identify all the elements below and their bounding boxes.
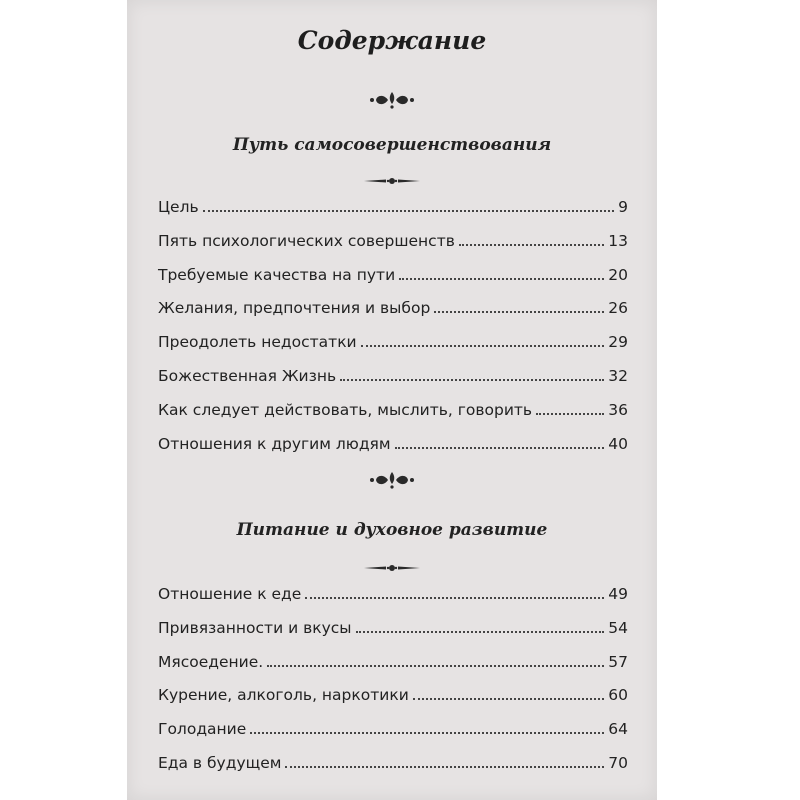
book-page: [127, 0, 657, 800]
toc-entry[interactable]: [158, 619, 628, 653]
toc-entry[interactable]: [158, 266, 628, 300]
dot-leader: [305, 587, 604, 599]
toc-entry-page: 26: [608, 299, 628, 318]
toc-entry-page: 40: [608, 434, 628, 453]
dot-leader: [203, 200, 615, 212]
toc-entry-page: 60: [608, 686, 628, 705]
toc-entry[interactable]: [158, 367, 628, 401]
dot-leader: [434, 301, 604, 313]
toc-entry[interactable]: [158, 754, 628, 788]
section-title-nutrition: Питание и духовное развитие: [236, 520, 548, 540]
toc-entry-page: 57: [608, 652, 628, 671]
toc-entry-label: Как следует действовать, мыслить, говорить: [158, 400, 533, 419]
toc-entry-page: 29: [608, 333, 628, 352]
toc-entry-page: 9: [618, 198, 628, 216]
section-title-self-improvement: Путь самосовершенствования: [232, 135, 552, 155]
dot-leader: [356, 621, 605, 633]
divider-ornament: [127, 171, 657, 190]
toc-entry-label: Еда в будущем: [158, 753, 282, 772]
toc-entry[interactable]: [158, 232, 628, 266]
toc-entry[interactable]: [158, 198, 628, 232]
dot-leader: [285, 756, 604, 768]
divider-ornament: [127, 558, 657, 577]
dot-leader: [361, 335, 605, 347]
dot-leader: [267, 655, 604, 667]
toc-entry[interactable]: [158, 435, 628, 469]
toc-entry-label: Отношение к еде: [158, 585, 302, 603]
fleuron-ornament: [127, 90, 657, 114]
toc-entry-label: Привязанности и вкусы: [158, 618, 352, 637]
toc-entry-page: 64: [608, 720, 628, 739]
page-title: Содержание: [297, 26, 487, 55]
toc-entry[interactable]: [158, 653, 628, 687]
toc-entry-label: Отношения к другим людям: [158, 434, 391, 453]
toc-entry[interactable]: [158, 686, 628, 720]
fleuron-ornament: [127, 470, 657, 494]
toc-list-section-1: [158, 198, 628, 468]
toc-entry-label: Голодание: [158, 720, 247, 739]
dot-leader: [536, 403, 604, 415]
toc-entry[interactable]: [158, 585, 628, 619]
toc-entry[interactable]: [158, 299, 628, 333]
toc-entry[interactable]: [158, 333, 628, 367]
dot-leader: [459, 234, 604, 246]
dot-leader: [340, 369, 604, 381]
toc-entry-label: Мясоедение.: [158, 652, 264, 671]
dot-leader: [395, 437, 605, 449]
toc-entry-label: Курение, алкоголь, наркотики: [158, 686, 409, 705]
toc-entry-label: Пять психологических совершенств: [158, 231, 455, 250]
dot-leader: [250, 722, 604, 734]
dot-leader: [413, 688, 604, 700]
toc-entry-label: Требуемые качества на пути: [158, 265, 396, 284]
toc-entry-page: 13: [608, 231, 628, 250]
toc-entry-page: 36: [608, 400, 628, 419]
toc-entry[interactable]: [158, 720, 628, 754]
toc-entry-page: 32: [608, 366, 628, 385]
dot-leader: [399, 268, 604, 280]
toc-entry-label: Цель: [158, 198, 199, 216]
toc-entry-label: Преодолеть недостатки: [158, 333, 357, 352]
toc-entry-page: 49: [608, 585, 628, 603]
toc-entry-label: Желания, предпочтения и выбор: [158, 299, 431, 318]
toc-entry[interactable]: [158, 401, 628, 435]
toc-entry-page: 70: [608, 753, 628, 772]
toc-entry-page: 20: [608, 265, 628, 284]
toc-entry-page: 54: [608, 618, 628, 637]
toc-list-section-2: [158, 585, 628, 788]
toc-entry-label: Божественная Жизнь: [158, 366, 337, 385]
